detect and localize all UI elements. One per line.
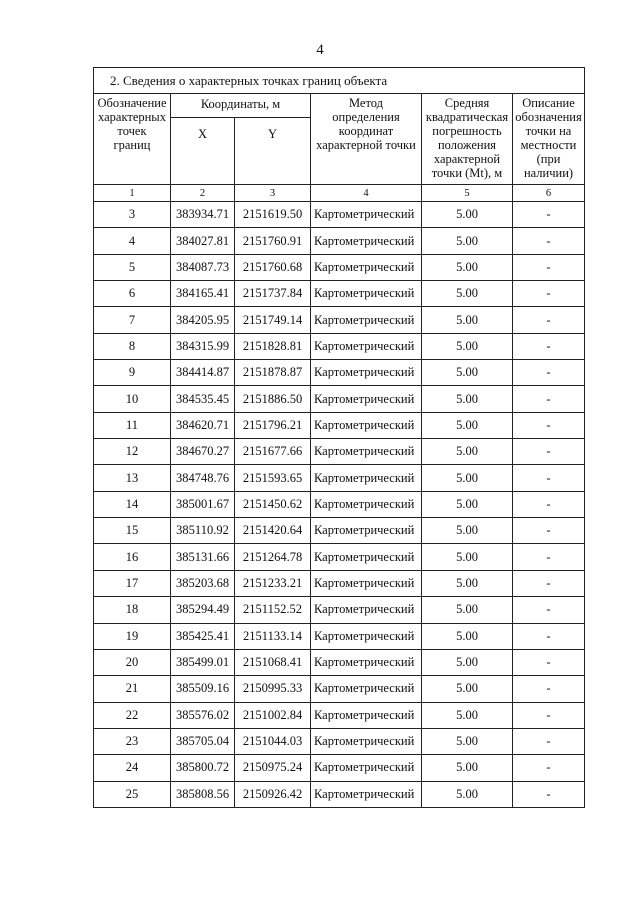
point-number-cell: 24: [94, 755, 171, 781]
description-cell: -: [513, 676, 585, 702]
y-coordinate-cell: 2151828.81: [235, 333, 311, 359]
accuracy-cell: 5.00: [422, 281, 513, 307]
description-cell: -: [513, 755, 585, 781]
page-number: 4: [316, 42, 324, 58]
y-coordinate-cell: 2151886.50: [235, 386, 311, 412]
table-row: [94, 386, 585, 412]
header-point-designation: [94, 94, 171, 185]
y-coordinate-cell: 2151133.14: [235, 623, 311, 649]
accuracy-cell: 5.00: [422, 518, 513, 544]
point-number-cell: 7: [94, 307, 171, 333]
table-body: [94, 202, 585, 808]
accuracy-cell: 5.00: [422, 728, 513, 754]
description-cell: -: [513, 281, 585, 307]
table-row: [94, 702, 585, 728]
x-coordinate-cell: 385294.49: [171, 597, 235, 623]
table-row: [94, 360, 585, 386]
description-cell: -: [513, 386, 585, 412]
method-cell: Картометрический: [311, 307, 422, 333]
description-cell: -: [513, 202, 585, 228]
point-number-cell: 10: [94, 386, 171, 412]
accuracy-cell: 5.00: [422, 623, 513, 649]
y-coordinate-cell: 2150926.42: [235, 781, 311, 807]
method-cell: Картометрический: [311, 254, 422, 280]
x-coordinate-cell: 384205.95: [171, 307, 235, 333]
x-coordinate-cell: 385203.68: [171, 570, 235, 596]
y-coordinate-cell: 2151677.66: [235, 439, 311, 465]
table-row: [94, 465, 585, 491]
point-number-cell: 21: [94, 676, 171, 702]
point-number-cell: 5: [94, 254, 171, 280]
header-line: Средняя: [444, 96, 490, 110]
header-line: точек: [117, 124, 147, 138]
header-method: [311, 94, 422, 185]
column-number-row: [94, 185, 585, 202]
x-coordinate-cell: 385705.04: [171, 728, 235, 754]
method-cell: Картометрический: [311, 623, 422, 649]
column-number: 5: [422, 185, 513, 202]
header-line: характерных: [98, 110, 166, 124]
header-line: характерной: [433, 152, 501, 166]
method-cell: Картометрический: [311, 728, 422, 754]
accuracy-cell: 5.00: [422, 465, 513, 491]
table-row: [94, 597, 585, 623]
y-coordinate-cell: 2151450.62: [235, 491, 311, 517]
boundary-points-table: [93, 67, 585, 808]
x-coordinate-cell: 385808.56: [171, 781, 235, 807]
header-line: точки на: [525, 124, 572, 138]
method-cell: Картометрический: [311, 544, 422, 570]
x-coordinate-cell: 384027.81: [171, 228, 235, 254]
header-line: Метод: [348, 96, 384, 110]
x-coordinate-cell: 384087.73: [171, 254, 235, 280]
header-line: наличии): [523, 166, 574, 180]
method-cell: Картометрический: [311, 755, 422, 781]
y-coordinate-cell: 2151152.52: [235, 597, 311, 623]
x-coordinate-cell: 385800.72: [171, 755, 235, 781]
accuracy-cell: 5.00: [422, 676, 513, 702]
point-number-cell: 11: [94, 412, 171, 438]
header-description: [513, 94, 585, 185]
description-cell: -: [513, 781, 585, 807]
description-cell: -: [513, 649, 585, 675]
y-coordinate-cell: 2151749.14: [235, 307, 311, 333]
header-y: Y: [235, 118, 311, 185]
x-coordinate-cell: 385499.01: [171, 649, 235, 675]
description-cell: -: [513, 360, 585, 386]
point-number-cell: 6: [94, 281, 171, 307]
section-title: 2. Сведения о характерных точках границ объекта: [94, 68, 585, 94]
table-row: [94, 623, 585, 649]
method-cell: Картометрический: [311, 202, 422, 228]
point-number-cell: 19: [94, 623, 171, 649]
table-row: [94, 570, 585, 596]
header-x: X: [171, 118, 235, 185]
description-cell: -: [513, 439, 585, 465]
description-cell: -: [513, 597, 585, 623]
table-row: [94, 676, 585, 702]
column-number: 1: [94, 185, 171, 202]
accuracy-cell: 5.00: [422, 491, 513, 517]
point-number-cell: 15: [94, 518, 171, 544]
x-coordinate-cell: 384315.99: [171, 333, 235, 359]
accuracy-cell: 5.00: [422, 202, 513, 228]
table-row: [94, 254, 585, 280]
header-line: местности: [520, 138, 577, 152]
point-number-cell: 25: [94, 781, 171, 807]
accuracy-cell: 5.00: [422, 254, 513, 280]
accuracy-cell: 5.00: [422, 307, 513, 333]
description-cell: -: [513, 570, 585, 596]
table-row: [94, 649, 585, 675]
method-cell: Картометрический: [311, 702, 422, 728]
method-cell: Картометрический: [311, 281, 422, 307]
point-number-cell: 18: [94, 597, 171, 623]
y-coordinate-cell: 2151264.78: [235, 544, 311, 570]
description-cell: -: [513, 623, 585, 649]
x-coordinate-cell: 385576.02: [171, 702, 235, 728]
y-coordinate-cell: 2151760.68: [235, 254, 311, 280]
table-row: [94, 544, 585, 570]
y-coordinate-cell: 2151068.41: [235, 649, 311, 675]
y-coordinate-cell: 2151044.03: [235, 728, 311, 754]
y-coordinate-cell: 2151796.21: [235, 412, 311, 438]
table-row: [94, 333, 585, 359]
y-coordinate-cell: 2151233.21: [235, 570, 311, 596]
method-cell: Картометрический: [311, 597, 422, 623]
x-coordinate-cell: 385425.41: [171, 623, 235, 649]
header-line: точки (Mt), м: [431, 166, 503, 180]
x-coordinate-cell: 385001.67: [171, 491, 235, 517]
header-line: Описание: [522, 96, 575, 110]
point-number-cell: 4: [94, 228, 171, 254]
table-row: [94, 412, 585, 438]
header-line: (при: [536, 152, 561, 166]
point-number-cell: 20: [94, 649, 171, 675]
y-coordinate-cell: 2150975.24: [235, 755, 311, 781]
accuracy-cell: 5.00: [422, 597, 513, 623]
accuracy-cell: 5.00: [422, 781, 513, 807]
accuracy-cell: 5.00: [422, 544, 513, 570]
header-line: квадратическая: [425, 110, 509, 124]
description-cell: -: [513, 491, 585, 517]
x-coordinate-cell: 384670.27: [171, 439, 235, 465]
x-coordinate-cell: 384165.41: [171, 281, 235, 307]
header-line: обозначения: [515, 110, 582, 124]
method-cell: Картометрический: [311, 491, 422, 517]
description-cell: -: [513, 228, 585, 254]
table-row: [94, 439, 585, 465]
accuracy-cell: 5.00: [422, 755, 513, 781]
header-line: координат: [338, 124, 394, 138]
x-coordinate-cell: 385509.16: [171, 676, 235, 702]
y-coordinate-cell: 2151878.87: [235, 360, 311, 386]
method-cell: Картометрический: [311, 465, 422, 491]
table-row: [94, 755, 585, 781]
header-coordinates: Координаты, м: [171, 94, 311, 118]
table-row: [94, 281, 585, 307]
method-cell: Картометрический: [311, 570, 422, 596]
accuracy-cell: 5.00: [422, 360, 513, 386]
point-number-cell: 12: [94, 439, 171, 465]
y-coordinate-cell: 2151737.84: [235, 281, 311, 307]
accuracy-cell: 5.00: [422, 702, 513, 728]
header-accuracy: [422, 94, 513, 185]
method-cell: Картометрический: [311, 333, 422, 359]
description-cell: -: [513, 307, 585, 333]
method-cell: Картометрический: [311, 386, 422, 412]
x-coordinate-cell: 384620.71: [171, 412, 235, 438]
table-row: [94, 518, 585, 544]
x-coordinate-cell: 383934.71: [171, 202, 235, 228]
table-row: [94, 228, 585, 254]
description-cell: -: [513, 412, 585, 438]
accuracy-cell: 5.00: [422, 570, 513, 596]
accuracy-cell: 5.00: [422, 386, 513, 412]
table-row: [94, 307, 585, 333]
description-cell: -: [513, 728, 585, 754]
table-row: [94, 491, 585, 517]
header-line: положения: [437, 138, 497, 152]
description-cell: -: [513, 465, 585, 491]
header-line: Обозначение: [97, 96, 167, 110]
table-row: [94, 728, 585, 754]
column-number: 2: [171, 185, 235, 202]
method-cell: Картометрический: [311, 412, 422, 438]
accuracy-cell: 5.00: [422, 228, 513, 254]
description-cell: -: [513, 544, 585, 570]
header-line: погрешность: [432, 124, 502, 138]
y-coordinate-cell: 2151420.64: [235, 518, 311, 544]
accuracy-cell: 5.00: [422, 333, 513, 359]
method-cell: Картометрический: [311, 228, 422, 254]
description-cell: -: [513, 333, 585, 359]
method-cell: Картометрический: [311, 649, 422, 675]
header-line: границ: [113, 138, 151, 152]
description-cell: -: [513, 518, 585, 544]
accuracy-cell: 5.00: [422, 439, 513, 465]
y-coordinate-cell: 2151002.84: [235, 702, 311, 728]
point-number-cell: 22: [94, 702, 171, 728]
point-number-cell: 14: [94, 491, 171, 517]
point-number-cell: 16: [94, 544, 171, 570]
point-number-cell: 17: [94, 570, 171, 596]
point-number-cell: 23: [94, 728, 171, 754]
x-coordinate-cell: 385110.92: [171, 518, 235, 544]
point-number-cell: 9: [94, 360, 171, 386]
accuracy-cell: 5.00: [422, 649, 513, 675]
y-coordinate-cell: 2151619.50: [235, 202, 311, 228]
description-cell: -: [513, 702, 585, 728]
header-line: определения: [332, 110, 400, 124]
method-cell: Картометрический: [311, 360, 422, 386]
table-row: [94, 781, 585, 807]
y-coordinate-cell: 2150995.33: [235, 676, 311, 702]
x-coordinate-cell: 385131.66: [171, 544, 235, 570]
x-coordinate-cell: 384748.76: [171, 465, 235, 491]
point-number-cell: 8: [94, 333, 171, 359]
column-number: 6: [513, 185, 585, 202]
column-number: 4: [311, 185, 422, 202]
point-number-cell: 13: [94, 465, 171, 491]
method-cell: Картометрический: [311, 781, 422, 807]
description-cell: -: [513, 254, 585, 280]
x-coordinate-cell: 384414.87: [171, 360, 235, 386]
point-number-cell: 3: [94, 202, 171, 228]
method-cell: Картометрический: [311, 439, 422, 465]
y-coordinate-cell: 2151760.91: [235, 228, 311, 254]
table-row: [94, 202, 585, 228]
accuracy-cell: 5.00: [422, 412, 513, 438]
y-coordinate-cell: 2151593.65: [235, 465, 311, 491]
column-number: 3: [235, 185, 311, 202]
method-cell: Картометрический: [311, 676, 422, 702]
header-line: характерной точки: [316, 138, 416, 152]
x-coordinate-cell: 384535.45: [171, 386, 235, 412]
method-cell: Картометрический: [311, 518, 422, 544]
